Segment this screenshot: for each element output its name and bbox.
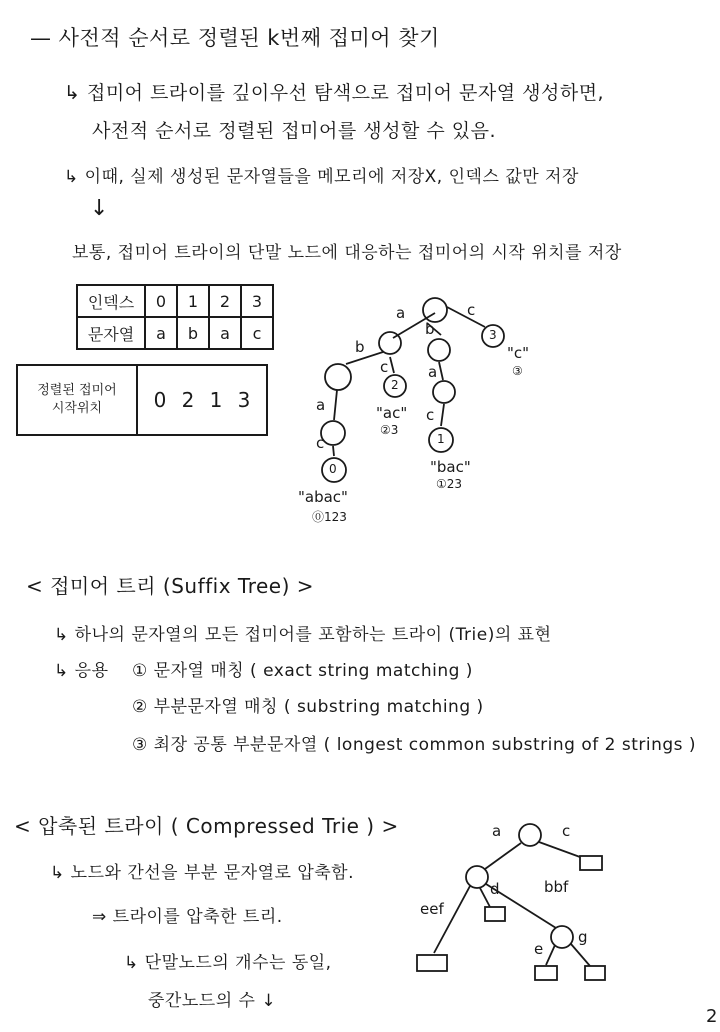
ctrie-edge-label: d — [490, 880, 500, 898]
trie-leaf-number: 3 — [489, 328, 497, 342]
trie-leaf-number: 2 — [391, 378, 399, 392]
suffix-trie-diagram — [321, 298, 504, 482]
trie-leaf-note: ⓪123 — [312, 510, 347, 524]
section2-title: < 접미어 트리 (Suffix Tree) > — [26, 574, 315, 598]
string-cell: c — [241, 317, 273, 349]
string-cell: b — [177, 317, 209, 349]
sorted-position-value: 3 — [237, 388, 251, 412]
trie-node-root — [423, 298, 447, 322]
ctrie-edge-label: g — [578, 928, 588, 946]
trie-node-aba — [321, 421, 345, 445]
section2-app-item: ② 부분문자열 매칭 ( substring matching ) — [132, 697, 484, 717]
section1-line2: 사전적 순서로 정렬된 접미어를 생성할 수 있음. — [92, 120, 497, 142]
section2-app-item: ① 문자열 매칭 ( exact string matching ) — [132, 661, 473, 681]
ctrie-edge-label: a — [492, 822, 502, 840]
trie-node-a — [379, 332, 401, 354]
trie-leaf-note: ①23 — [436, 477, 463, 491]
trie-leaf-note: ③ — [512, 364, 523, 378]
ctrie-edge-label: e — [534, 940, 544, 958]
index-cell: 3 — [241, 285, 273, 317]
section3-line1: ↳ 노드와 간선을 부분 문자열로 압축함. — [50, 863, 354, 883]
trie-leaf-string: "abac" — [298, 488, 348, 506]
index-cell: 1 — [177, 285, 209, 317]
ctrie-edge-label: bbf — [544, 878, 569, 896]
sorted-header-line2: 시작위치 — [51, 401, 103, 416]
trie-edge-label: c — [467, 301, 476, 319]
section3-title: < 압축된 트라이 ( Compressed Trie ) > — [14, 814, 399, 838]
trie-edge-label: c — [316, 434, 325, 452]
sorted-position-value: 1 — [209, 388, 223, 412]
section2-app-item: ③ 최장 공통 부분문자열 ( longest common substring of 2 strings ) — [132, 735, 697, 755]
sorted-position-value: 0 — [153, 388, 167, 412]
trie-node-ab — [325, 364, 351, 390]
string-cell: a — [209, 317, 241, 349]
ctrie-leaf-ad — [485, 907, 505, 921]
ctrie-node-a — [466, 866, 488, 888]
section2-apps-label: ↳ 응용 — [54, 661, 109, 681]
ctrie-leaf-aeef — [417, 955, 447, 971]
trie-edge-label: b — [425, 320, 435, 338]
trie-edge-label: c — [426, 406, 435, 424]
ctrie-leaf-bbfg — [585, 966, 605, 980]
string-cell: a — [145, 317, 177, 349]
string-header: 문자열 — [77, 317, 145, 349]
trie-node-b — [428, 339, 450, 361]
section1-line3: ↳ 이때, 실제 생성된 문자열들을 메모리에 저장X, 인덱스 값만 저장 — [64, 167, 579, 187]
trie-leaf-string: "ac" — [376, 404, 408, 422]
section3-line4: 중간노드의 수 ↓ — [148, 991, 277, 1011]
trie-leaf-number: 1 — [437, 432, 445, 446]
ctrie-leaf-bbfe — [535, 966, 557, 980]
index-header: 인덱스 — [77, 285, 145, 317]
trie-leaf-string: "c" — [507, 344, 530, 362]
ctrie-edge-label: eef — [420, 900, 444, 918]
trie-edge-label: c — [380, 358, 389, 376]
trie-edge-label: a — [428, 363, 438, 381]
compressed-trie-diagram — [417, 824, 605, 980]
trie-leaf-note: ②3 — [380, 423, 399, 437]
section1-line1: ↳ 접미어 트라이를 깊이우선 탐색으로 접미어 문자열 생성하면, — [64, 82, 605, 104]
trie-edge-label: b — [355, 338, 365, 356]
trie-edge-label: a — [316, 396, 326, 414]
page-number: 2 — [706, 1006, 718, 1027]
trie-leaf-number: 0 — [329, 462, 337, 476]
section1-title: — 사전적 순서로 정렬된 k번째 접미어 찾기 — [30, 26, 440, 50]
ctrie-edge-label: c — [562, 822, 571, 840]
section3-line2: ⇒ 트라이를 압축한 트리. — [92, 907, 283, 927]
trie-edge-label: a — [396, 304, 406, 322]
index-cell: 2 — [209, 285, 241, 317]
trie-leaf-string: "bac" — [430, 458, 471, 476]
ctrie-leaf-c — [580, 856, 602, 870]
sorted-position-value: 2 — [181, 388, 195, 412]
trie-node-ba — [433, 381, 455, 403]
section2-line1: ↳ 하나의 문자열의 모든 접미어를 포함하는 트라이 (Trie)의 표현 — [54, 625, 552, 645]
down-arrow: ↓ — [90, 196, 109, 221]
index-cell: 0 — [145, 285, 177, 317]
section1-line4: 보통, 접미어 트라이의 단말 노드에 대응하는 접미어의 시작 위치를 저장 — [72, 243, 622, 263]
sorted-header-line1: 정렬된 접미어 — [37, 383, 117, 398]
section3-line3: ↳ 단말노드의 개수는 동일, — [124, 953, 332, 973]
ctrie-node-root — [519, 824, 541, 846]
